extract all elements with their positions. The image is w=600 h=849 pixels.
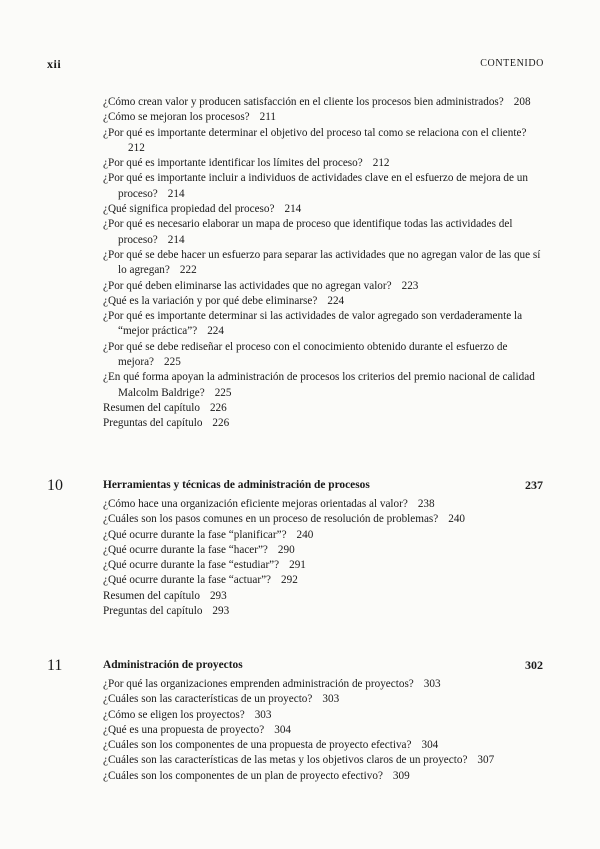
chapter-page: 237 <box>525 478 543 492</box>
toc-entry[interactable] <box>103 738 543 753</box>
toc-entry-text: ¿Cuáles son las características de un proyecto? <box>103 693 313 706</box>
toc-entry[interactable] <box>103 573 543 588</box>
toc-entry[interactable] <box>103 543 543 558</box>
toc-entry[interactable] <box>103 708 543 723</box>
toc-entry[interactable] <box>103 401 543 416</box>
toc-entry-text: ¿Por qué es importante determinar el objetivo del proceso tal como se relaciona con el cliente? <box>103 126 527 139</box>
toc-entry[interactable] <box>103 279 543 294</box>
toc-entry-text: Resumen del capítulo <box>103 401 200 414</box>
toc-entry-text: ¿Por qué las organizaciones emprenden administración de proyectos? <box>103 678 414 690</box>
toc-entry[interactable] <box>103 309 543 340</box>
toc-entry-text: ¿Por qué es importante identificar los límites del proceso? <box>103 157 363 170</box>
toc-entry-page: 226 <box>212 417 230 430</box>
running-head: CONTENIDO <box>480 58 544 69</box>
toc-entry-page: 304 <box>274 723 292 736</box>
toc-entry-text: ¿Qué es una propuesta de proyecto? <box>103 723 265 736</box>
toc-entry[interactable] <box>103 769 543 784</box>
page-number: xii <box>47 57 62 71</box>
toc-entry-text: ¿Cómo se eligen los proyectos? <box>103 708 245 721</box>
toc-entry-page: 309 <box>392 769 410 782</box>
toc-entry-page: 292 <box>281 574 298 587</box>
toc-entry-page: 226 <box>209 401 227 414</box>
toc-entry[interactable] <box>103 95 543 110</box>
toc-entry-page: 303 <box>254 708 272 721</box>
toc-entry-page: 224 <box>327 294 345 307</box>
toc-entry-page: 303 <box>322 693 340 706</box>
toc-entry-text: ¿Por qué deben eliminarse las actividades que no agregan valor? <box>103 279 392 292</box>
toc-entry-text: ¿Cómo crean valor y producen satisfacción en el cliente los procesos bien administrados? <box>103 96 504 108</box>
toc-entry-page: 307 <box>477 754 495 767</box>
toc-entry-text: ¿Por qué se debe rediseñar el proceso con el conocimiento obtenido durante el esfuerzo de mejora? <box>103 340 508 369</box>
toc-entry-page: 211 <box>259 111 277 124</box>
chapter-page: 302 <box>525 658 543 672</box>
toc-entry-page: 223 <box>401 279 419 292</box>
toc-entry[interactable] <box>103 528 543 543</box>
toc-entry[interactable] <box>103 604 543 619</box>
toc-entry-page: 225 <box>214 386 232 399</box>
toc-entry[interactable] <box>103 156 543 171</box>
toc-entry[interactable] <box>103 202 543 217</box>
toc-entry-text: ¿En qué forma apoyan la administración de procesos los criterios del premio nacional de calidad Malcolm Baldrige? <box>103 371 535 399</box>
toc-entry-page: 291 <box>289 559 306 572</box>
chapter-entries <box>103 677 543 784</box>
toc-entry-text: ¿Qué ocurre durante la fase “planificar”? <box>103 528 287 541</box>
toc-entry[interactable] <box>103 248 543 279</box>
toc-entry-text: ¿Qué ocurre durante la fase “hacer”? <box>103 543 268 556</box>
toc-entry-page: 212 <box>372 157 390 170</box>
toc-entry-text: ¿Cómo hace una organización eficiente mejoras orientadas al valor? <box>103 498 408 510</box>
toc-entry-page: 240 <box>448 513 466 526</box>
toc-entry-text: ¿Qué significa propiedad del proceso? <box>103 203 275 216</box>
toc-entry-page: 214 <box>284 203 302 216</box>
toc-entry-text: ¿Cómo se mejoran los procesos? <box>103 111 250 124</box>
toc-entry[interactable] <box>103 677 543 692</box>
toc-entry-text: Preguntas del capítulo <box>103 605 203 618</box>
toc-entry-text: ¿Qué es la variación y por qué debe eliminarse? <box>103 294 318 307</box>
toc-entry[interactable] <box>103 589 543 604</box>
toc-entry-page: 304 <box>421 739 439 752</box>
chapter-number: 10 <box>47 477 63 494</box>
toc-entry-page: 290 <box>277 543 295 556</box>
toc-entry-text: ¿Qué ocurre durante la fase “actuar”? <box>103 574 272 587</box>
toc-entry-text: ¿Por qué es importante incluir a individuos de actividades clave en el esfuerzo de mejora de un proceso? <box>103 172 528 200</box>
toc-entry-page: 214 <box>167 187 185 200</box>
chapter-number: 11 <box>47 657 63 674</box>
toc-entry-text: ¿Por qué se debe hacer un esfuerzo para separar las actividades que no agregan valor de las que sí lo agregan? <box>103 248 541 277</box>
toc-entry[interactable] <box>103 558 543 573</box>
chapter-entries <box>103 497 543 619</box>
toc-entry[interactable] <box>103 723 543 738</box>
toc-entry[interactable] <box>103 416 543 431</box>
toc-entry-page: 212 <box>128 141 145 154</box>
toc-entry-page: 224 <box>207 325 224 338</box>
toc-entry-text: ¿Cuáles son los componentes de un plan de proyecto efectivo? <box>103 769 383 782</box>
toc-entry-page: 303 <box>423 678 441 690</box>
toc-entry-text: Resumen del capítulo <box>103 589 200 602</box>
toc-entry[interactable] <box>103 217 543 248</box>
toc-entry-text: Preguntas del capítulo <box>103 417 203 430</box>
toc-entry[interactable] <box>103 294 543 309</box>
chapter-title[interactable]: Administración de proyectos <box>103 659 243 671</box>
toc-entry-text: ¿Cuáles son los pasos comunes en un proceso de resolución de problemas? <box>103 513 439 526</box>
toc-entry-page: 240 <box>296 528 314 541</box>
toc-entry-page: 222 <box>179 264 197 277</box>
toc-entry-text: ¿Por qué es necesario elaborar un mapa de proceso que identifique todas las actividades del proceso? <box>103 218 513 246</box>
toc-entry-page: 225 <box>164 356 181 369</box>
toc-entry[interactable] <box>103 497 543 512</box>
toc-entry-page: 208 <box>513 96 531 108</box>
toc-entry-page: 238 <box>417 498 435 510</box>
toc-entry-page: 293 <box>209 589 227 602</box>
toc-entry-text: ¿Cuáles son las características de las metas y los objetivos claros de un proyecto? <box>103 754 468 767</box>
toc-entry-text: ¿Cuáles son los componentes de una propuesta de proyecto efectiva? <box>103 739 412 752</box>
chapter-title[interactable]: Herramientas y técnicas de administración de procesos <box>103 479 370 491</box>
toc-entry[interactable] <box>103 753 543 768</box>
toc-entry-page: 214 <box>167 233 185 246</box>
toc-intro-entries <box>103 95 543 432</box>
toc-entry[interactable] <box>103 171 543 202</box>
toc-entry[interactable] <box>103 126 543 157</box>
toc-entry-text: ¿Qué ocurre durante la fase “estudiar”? <box>103 559 280 572</box>
toc-entry[interactable] <box>103 692 543 707</box>
toc-entry-page: 293 <box>212 605 230 618</box>
toc-entry[interactable] <box>103 340 543 371</box>
toc-entry[interactable] <box>103 512 543 527</box>
toc-entry-text: ¿Por qué es importante determinar si las actividades de valor agregado son verdaderamente la “mejor práctica”? <box>103 310 523 338</box>
toc-entry[interactable] <box>103 110 543 125</box>
toc-entry[interactable] <box>103 370 543 401</box>
